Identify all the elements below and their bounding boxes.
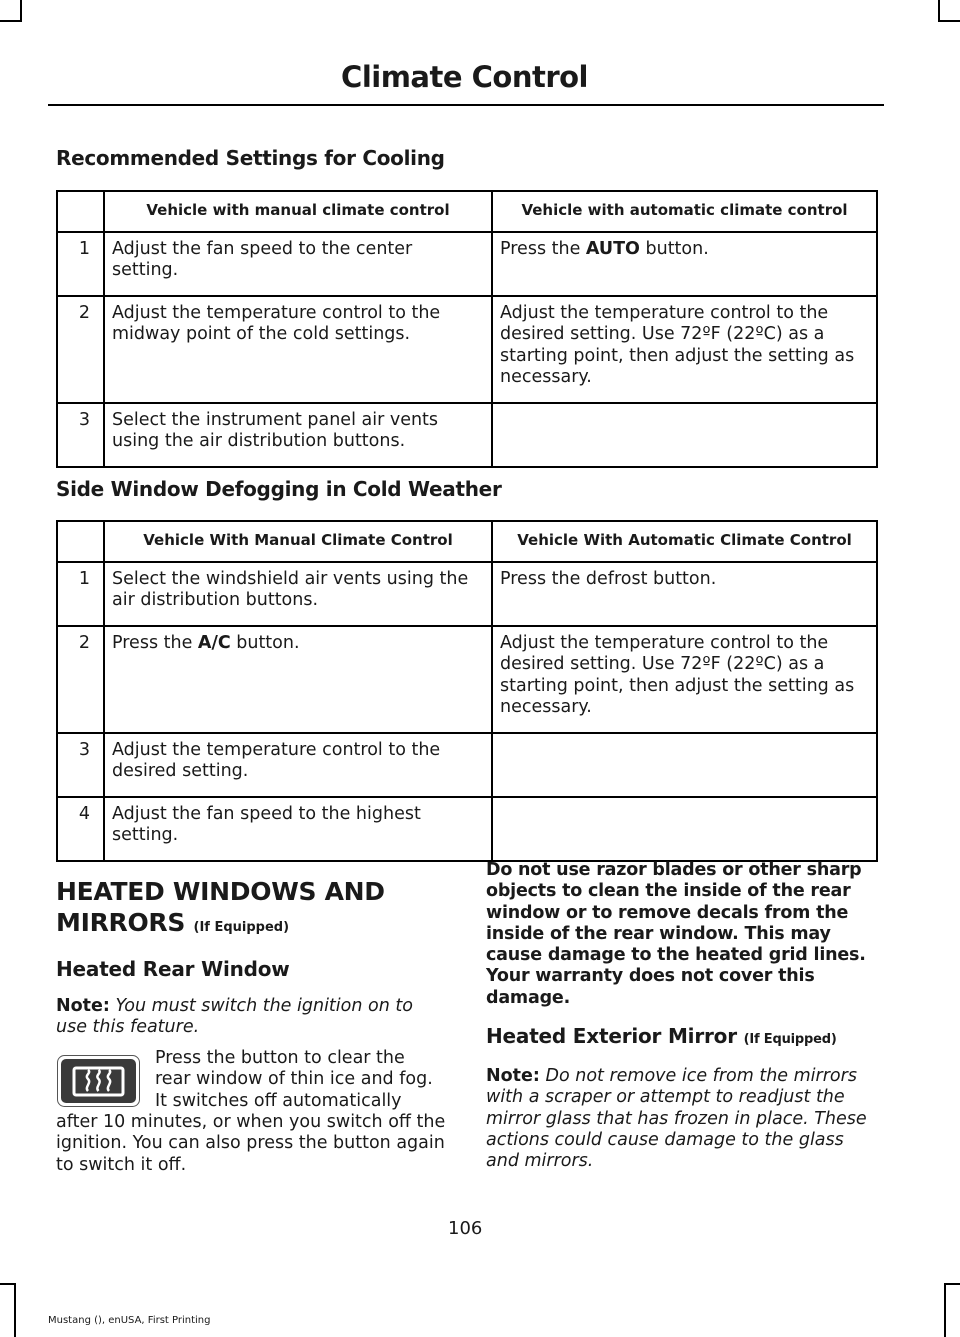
crop-mark (0, 1283, 16, 1285)
header-cell-blank (57, 521, 104, 562)
crop-mark (20, 0, 22, 22)
manual-cell: Select the windshield air vents using the air distribution buttons. (104, 562, 492, 626)
row-number: 2 (57, 296, 104, 403)
header-cell-manual: Vehicle with manual climate control (104, 191, 492, 232)
manual-text-post: button. (230, 632, 300, 653)
row-number: 1 (57, 232, 104, 296)
note-label: Note: (486, 1066, 540, 1086)
table-row (57, 797, 877, 861)
table-header-row (57, 521, 877, 562)
crop-mark (938, 0, 940, 22)
cooling-heading: Recommended Settings for Cooling (56, 146, 445, 170)
crop-mark (944, 1283, 960, 1285)
cooling-table (56, 190, 878, 468)
page-number: 106 (448, 1218, 483, 1239)
rear-body-rest: after 10 minutes, or when you switch off the ignition. You can also press the button again to switch it off. (56, 1112, 446, 1175)
header-cell-auto: Vehicle with automatic climate control (492, 191, 877, 232)
table-row (57, 232, 877, 296)
manual-cell: Adjust the temperature control to the desired setting. (104, 733, 492, 797)
manual-text-pre: Press the (112, 632, 198, 653)
note-label: Note: (56, 996, 110, 1016)
if-equipped-label: (If Equipped) (743, 1032, 837, 1047)
crop-mark (944, 1283, 946, 1337)
manual-cell: Adjust the temperature control to the midway point of the cold settings. (104, 296, 492, 403)
note-text: Do not remove ice from the mirrors with a scraper or attempt to readjust the mirror glass that has frozen in place. These actions could cause damage to the glass and mirrors. (486, 1066, 867, 1172)
table-row (57, 626, 877, 733)
row-number: 3 (57, 403, 104, 467)
manual-cell: Select the instrument panel air vents using the air distribution buttons. (104, 403, 492, 467)
row-number: 1 (57, 562, 104, 626)
header-cell-auto: Vehicle With Automatic Climate Control (492, 521, 877, 562)
rear-body-line: rear window of thin ice and fog. (155, 1069, 433, 1090)
table-row (57, 296, 877, 403)
auto-cell: Adjust the temperature control to the desired setting. Use 72ºF (22ºC) as a starting point, then adjust the setting as necessary. (492, 296, 877, 403)
row-number: 2 (57, 626, 104, 733)
heated-title-line2: MIRRORS (56, 908, 186, 937)
mirror-heading: Heated Exterior Mirror (486, 1024, 737, 1048)
auto-cell: Adjust the temperature control to the desired setting. Use 72ºF (22ºC) as a starting point, then adjust the setting as necessary. (492, 626, 877, 733)
page-title: Climate Control (341, 60, 588, 94)
rear-note (56, 996, 446, 1039)
heated-section-title (56, 876, 456, 943)
header-cell-blank (57, 191, 104, 232)
rear-body-line: It switches off automatically (155, 1090, 402, 1111)
crop-mark (14, 1283, 16, 1337)
auto-text-pre: Press the (500, 238, 586, 259)
mirror-note (486, 1066, 878, 1172)
header-divider (48, 104, 884, 106)
manual-cell: Adjust the fan speed to the highest setting. (104, 797, 492, 861)
defog-heading: Side Window Defogging in Cold Weather (56, 477, 502, 501)
auto-cell (492, 797, 877, 861)
auto-cell (492, 232, 877, 296)
table-header-row (57, 191, 877, 232)
footer-text: Mustang (), enUSA, First Printing (48, 1315, 211, 1326)
heated-title-line2-wrap (56, 907, 456, 943)
defog-table (56, 520, 878, 862)
crop-mark (0, 20, 22, 22)
if-equipped-label: (If Equipped) (193, 920, 290, 935)
auto-text-post: button. (639, 238, 709, 259)
warning-text: Do not use razor blades or other sharp objects to clean the inside of the rear window or to remove decals from the inside of the rear window. This may cause damage to the heated grid lines. Your warranty does not cover this damage. (486, 860, 866, 1008)
rear-body-line: Press the button to clear the (155, 1048, 405, 1068)
rear-defrost-icon (57, 1055, 140, 1107)
note-text: You must switch the ignition on to use this feature. (56, 996, 413, 1038)
table-row (57, 403, 877, 467)
table-row (57, 562, 877, 626)
mirror-heading-wrap (486, 1024, 837, 1048)
row-number: 3 (57, 733, 104, 797)
rear-body-lines (155, 1048, 455, 1112)
manual-bold: A/C (197, 632, 231, 653)
row-number: 4 (57, 797, 104, 861)
header-cell-manual: Vehicle With Manual Climate Control (104, 521, 492, 562)
auto-cell: Press the defrost button. (492, 562, 877, 626)
auto-cell (492, 733, 877, 797)
heated-title-line1: HEATED WINDOWS AND (56, 877, 385, 906)
auto-bold: AUTO (585, 238, 640, 259)
manual-cell (104, 626, 492, 733)
manual-cell: Adjust the fan speed to the center setting. (104, 232, 492, 296)
rear-window-heading: Heated Rear Window (56, 957, 290, 981)
auto-cell (492, 403, 877, 467)
table-row (57, 733, 877, 797)
crop-mark (938, 20, 960, 22)
